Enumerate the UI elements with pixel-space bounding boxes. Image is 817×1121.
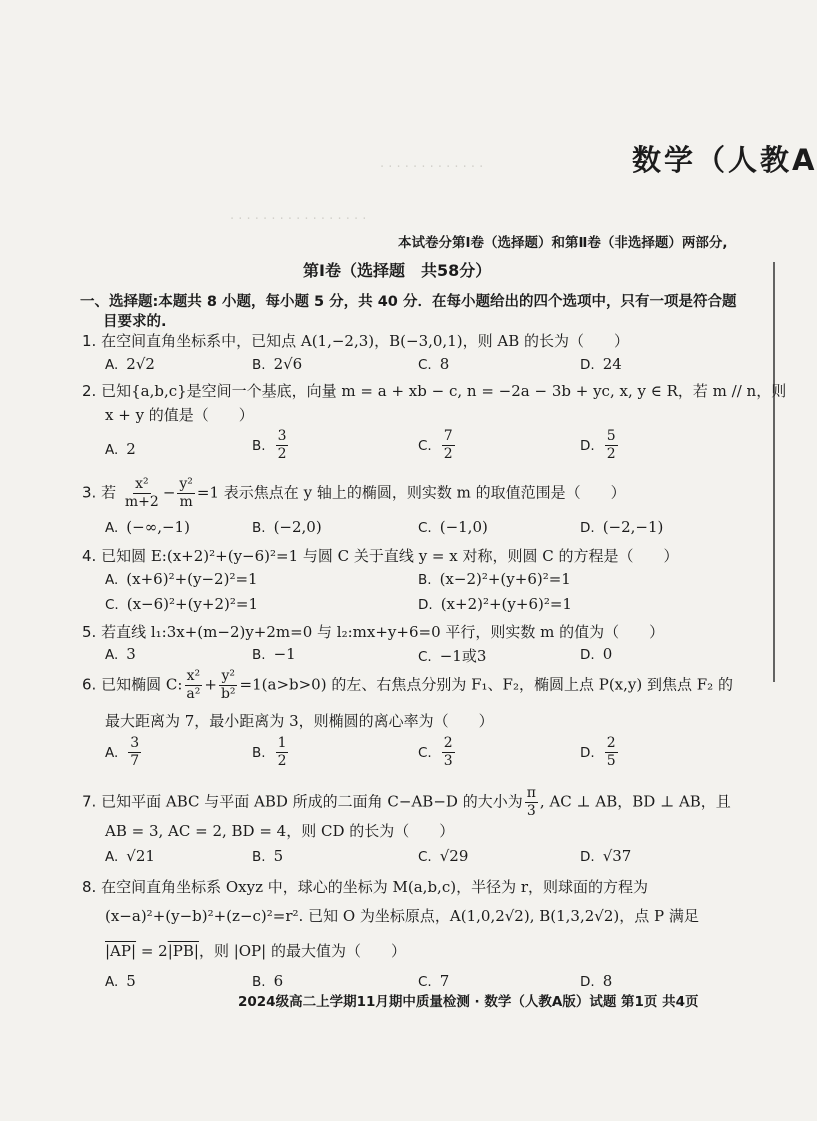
q1-option-a: A. 2√2: [105, 355, 155, 373]
q6-option-b: B. $\frac{1}{2}$: [252, 735, 287, 769]
question-6-line-2: 最大距离为 7，最小距离为 3，则椭圆的离心率为（ ）: [105, 712, 494, 730]
q4-option-d: D. (x+2)²+(y+6)²=1: [418, 595, 572, 613]
q3-option-c: C. (−1,0): [418, 518, 488, 536]
q3-option-d: D. (−2,−1): [580, 518, 664, 536]
section-title: 第Ⅰ卷（选择题 共58分）: [303, 261, 492, 280]
intro-text: 本试卷分第Ⅰ卷（选择题）和第Ⅱ卷（非选择题）两部分,: [398, 235, 728, 251]
q3-option-b: B. (−2,0): [252, 518, 322, 536]
question-4: 4. 已知圆 E:(x+2)²+(y−6)²=1 与圆 C 关于直线 y = x 对称，则圆 C 的方程是（ ）: [82, 547, 679, 565]
question-1: 1. 在空间直角坐标系中，已知点 A(1,−2,3)，B(−3,0,1)，则 AB 的长为（ ）: [82, 332, 629, 350]
q6-option-d: D. $\frac{2}{5}$: [580, 735, 616, 769]
q2-option-b: B. $\frac{3}{2}$: [252, 428, 287, 462]
q2-option-a: A. 2: [105, 440, 136, 458]
question-7-line-2: AB = 3, AC = 2, BD = 4，则 CD 的长为（ ）: [105, 822, 455, 840]
question-3: 3. 若 $\frac{\text{x²}}{m+2}$ − $\frac{\text{y²}}{m}$ =1 表示焦点在 y 轴上的椭圆，则实数 m 的取值范围是（ ）: [82, 476, 626, 510]
q2-option-c: C. $\frac{7}{2}$: [418, 428, 453, 462]
q7-option-a: A. √21: [105, 847, 155, 865]
question-7-line-1: 7. 已知平面 ABC 与平面 ABD 所成的二面角 C−AB−D 的大小为 $\frac{\pi}{3}$ , AC ⊥ AB，BD ⊥ AB，且: [82, 785, 731, 819]
q4-option-c: C. (x−6)²+(y+2)²=1: [105, 595, 258, 613]
question-2-line-2: x + y 的值是（ ）: [105, 406, 254, 424]
q7-option-c: C. √29: [418, 847, 469, 865]
q1-option-b: B. 2√6: [252, 355, 303, 373]
q6-option-c: C. $\frac{2}{3}$: [418, 735, 453, 769]
q6-option-a: A. $\frac{3}{7}$: [105, 735, 140, 769]
bleed-through-text: · · · · · · · · · · · · · · · · ·: [230, 212, 367, 227]
q5-option-c: C. −1或3: [418, 647, 487, 665]
q4-option-a: A. (x+6)²+(y−2)²=1: [105, 570, 258, 588]
bleed-through-text: · · · · · · · · · · · · ·: [380, 160, 484, 175]
question-8-line-3: |AP| = 2|PB|，则 |OP| 的最大值为（ ）: [105, 942, 406, 960]
q5-option-d: D. 0: [580, 645, 613, 663]
q5-option-a: A. 3: [105, 645, 136, 663]
question-5: 5. 若直线 l₁:3x+(m−2)y+2m=0 与 l₂:mx+y+6=0 平行，则实数 m 的值为（ ）: [82, 623, 665, 641]
q1-option-d: D. 24: [580, 355, 622, 373]
right-margin-line: [773, 262, 775, 682]
instruction-line-1: 一、选择题:本题共 8 小题，每小题 5 分，共 40 分．在每小题给出的四个选项中，只有一项是符合题: [80, 294, 737, 310]
q8-option-b: B. 6: [252, 972, 284, 990]
q3-option-a: A. (−∞,−1): [105, 518, 190, 536]
q8-option-d: D. 8: [580, 972, 613, 990]
question-2-line-1: 2. 已知{a,b,c}是空间一个基底，向量 m = a + xb − c, n = −2a − 3b + yc, x, y ∈ R，若 m // n，则: [82, 382, 787, 400]
q8-option-c: C. 7: [418, 972, 450, 990]
question-8-line-2: (x−a)²+(y−b)²+(z−c)²=r². 已知 O 为坐标原点，A(1,0,2√2), B(1,3,2√2)，点 P 满足: [105, 907, 699, 925]
question-8-line-1: 8. 在空间直角坐标系 Oxyz 中，球心的坐标为 M(a,b,c)，半径为 r，则球面的方程为: [82, 878, 649, 896]
q5-option-b: B. −1: [252, 645, 296, 663]
q2-option-d: D. $\frac{5}{2}$: [580, 428, 616, 462]
q4-option-b: B. (x−2)²+(y+6)²=1: [418, 570, 571, 588]
instruction-line-2: 目要求的.: [103, 314, 167, 330]
page-footer: 2024级高二上学期11月期中质量检测 · 数学（人教A版）试题 第1页 共4页: [238, 994, 699, 1010]
page-title: 数学（人教A: [632, 143, 817, 177]
q8-option-a: A. 5: [105, 972, 136, 990]
q7-option-d: D. √37: [580, 847, 632, 865]
q1-option-c: C. 8: [418, 355, 450, 373]
q7-option-b: B. 5: [252, 847, 284, 865]
question-6-line-1: 6. 已知椭圆 C: $\frac{\text{x²}}{\text{a²}}$ + $\frac{\text{y²}}{\text{b²}}$ =1(a>b>0) 的左、右焦点分别为 F₁、F₂，椭圆上点 P(x,y) 到焦点 F₂ 的: [82, 668, 733, 702]
